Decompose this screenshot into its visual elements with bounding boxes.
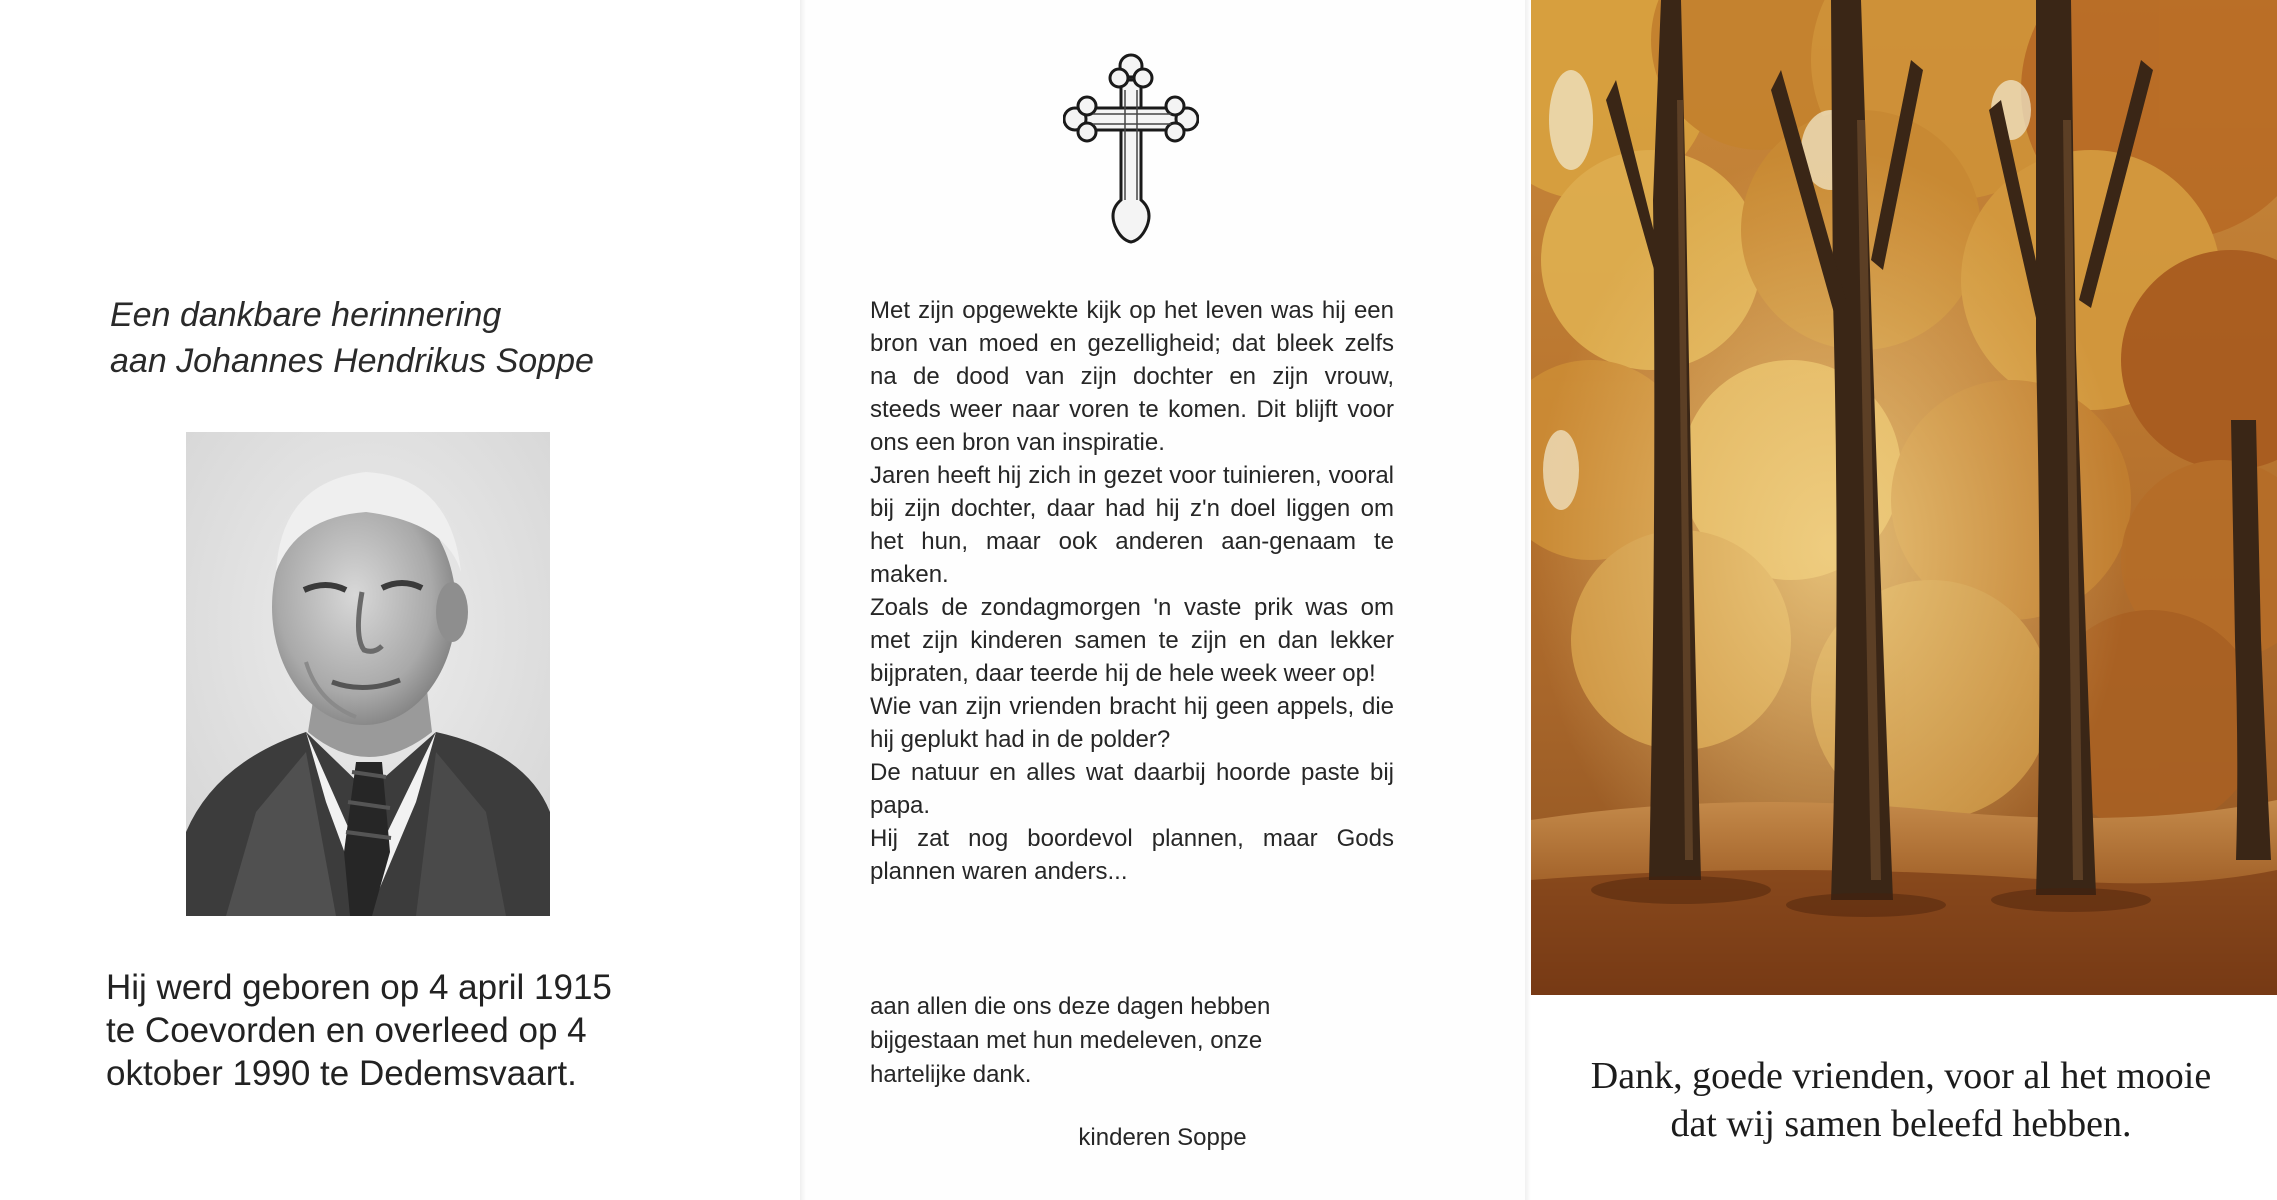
portrait-illustration [186,432,550,916]
card-panel-right [1525,0,2277,1200]
autumn-forest-photo [1531,0,2277,995]
tribute-paragraph: De natuur en alles wat daarbij hoorde paste bij papa. [870,759,1394,819]
life-dates-text [106,966,638,1095]
tribute-paragraph: Jaren heeft hij zich in gezet voor tuinieren, vooral bij zijn dochter, daar had hij z'n doel liggen om het hun, maar ook anderen aan-genaam te maken. [870,462,1394,588]
card-panel-middle [800,0,1525,1200]
memorial-heading [110,292,594,384]
heading-line-1: Een dankbare herinnering [110,296,502,334]
cross-icon [1063,50,1199,246]
thanks-line-3: hartelijke dank. [870,1061,1032,1088]
tribute-text [870,294,1394,888]
tribute-paragraph: Wie van zijn vrienden bracht hij geen appels, die hij geplukt had in de polder? [870,693,1394,753]
fold-line [800,0,806,1200]
life-line-1: Hij werd geboren op 4 april 1915 [106,968,612,1007]
closing-caption [1525,1052,2277,1148]
tribute-paragraph: Zoals de zondagmorgen 'n vaste prik was om met zijn kinderen samen te zijn en dan lekker bijpraten, daar teerde hij de hele week weer op! [870,594,1394,687]
signature: kinderen Soppe [1078,1124,1247,1151]
card-panel-left [0,0,800,1200]
thanks-text [870,990,1394,1092]
tribute-paragraph: Hij zat nog boordevol plannen, maar Gods plannen waren anders... [870,825,1394,885]
caption-line-1: Dank, goede vrienden, voor al het mooie [1590,1055,2212,1097]
life-line-3: oktober 1990 te Dedemsvaart. [106,1054,577,1093]
tribute-paragraph: Met zijn opgewekte kijk op het leven was hij een bron van moed en gezelligheid; dat bleek zelfs na de dood van zijn dochter en zijn vrouw, steeds weer naar voren te komen. Dit blijft voor ons een bron van inspiratie. [870,297,1394,456]
heading-line-2: aan Johannes Hendrikus Soppe [110,342,594,380]
portrait-photo [186,432,550,916]
autumn-forest-illustration [1531,0,2277,995]
life-line-2: te Coevorden en overleed op 4 [106,1011,587,1050]
caption-line-2: dat wij samen beleefd hebben. [1670,1103,2132,1145]
thanks-line-2: bijgestaan met hun medeleven, onze [870,1027,1263,1054]
thanks-line-1: aan allen die ons deze dagen hebben [870,993,1271,1020]
